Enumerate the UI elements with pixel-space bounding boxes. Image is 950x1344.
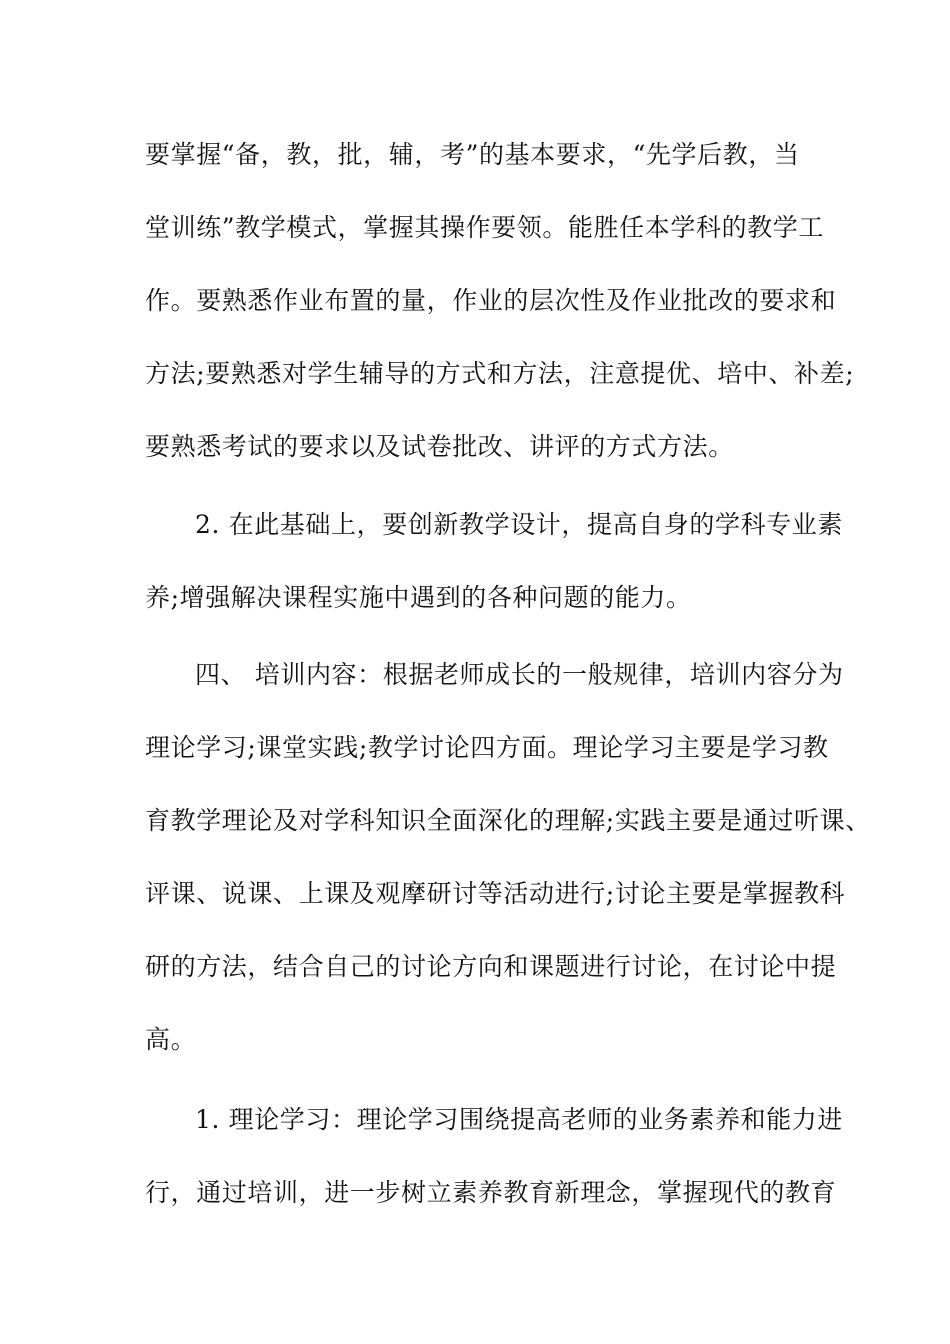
text-line: 要掌握“备，教，批，辅，考”的基本要求，“先学后教，当	[145, 140, 800, 169]
text-line: 育教学理论及对学科知识全面深化的理解;实践主要是通过听课、	[145, 806, 871, 835]
text-line: 作。要熟悉作业布置的量，作业的层次性及作业批改的要求和	[145, 286, 837, 315]
text-line: 要熟悉考试的要求以及试卷批改、讲评的方式方法。	[145, 432, 734, 461]
paragraph-start-line: 2. 在此基础上，要创新教学设计，提高自身的学科专业素	[195, 510, 844, 539]
text-line: 行，通过培训，进一步树立素养教育新理念，掌握现代的教育	[145, 1178, 837, 1207]
text-line: 堂训练”教学模式，掌握其操作要领。能胜任本学科的教学工	[145, 213, 824, 242]
text-line: 研的方法，结合自己的讨论方向和课题进行讨论，在讨论中提	[145, 952, 837, 981]
section-heading-line: 四、 培训内容：根据老师成长的一般规律，培训内容分为	[195, 660, 844, 689]
text-line: 评课、说课、上课及观摩研讨等活动进行;讨论主要是掌握教科	[145, 879, 846, 908]
text-line: 理论学习;课堂实践;教学讨论四方面。理论学习主要是学习教	[145, 733, 829, 762]
text-line: 养;增强解决课程实施中遇到的各种问题的能力。	[145, 583, 692, 612]
paragraph-start-line: 1. 理论学习：理论学习围绕提高老师的业务素养和能力进	[195, 1105, 844, 1134]
text-line: 高。	[145, 1025, 197, 1054]
text-line: 方法;要熟悉对学生辅导的方式和方法，注意提优、培中、补差;	[145, 359, 855, 388]
